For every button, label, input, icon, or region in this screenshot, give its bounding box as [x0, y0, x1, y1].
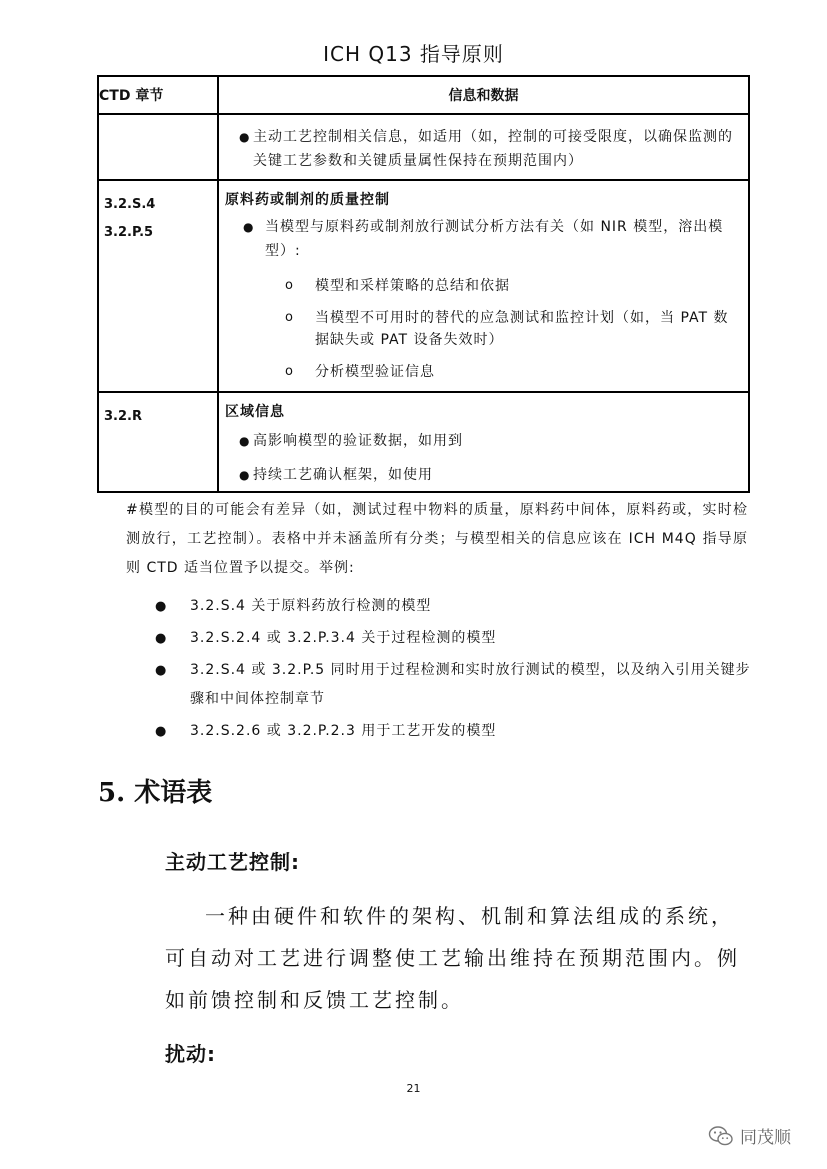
- list-item: [225, 215, 742, 263]
- sub-list-item: [225, 275, 742, 297]
- info-cell: [218, 180, 749, 392]
- table-row: [98, 392, 749, 492]
- circle-marker-icon: o: [285, 310, 294, 325]
- list-item-text: 持续工艺确认框架，如使用: [253, 467, 433, 483]
- list-item-text: 当模型与原料药或制剂放行测试分析方法有关（如 NIR 模型，溶出模型）:: [265, 219, 724, 259]
- glossary-term: 扰动:: [165, 1042, 216, 1066]
- watermark: [708, 1123, 791, 1148]
- list-item: [155, 624, 755, 653]
- bullet-icon: ●: [155, 631, 168, 646]
- bullet-icon: ●: [239, 130, 251, 144]
- section-heading: 5. 术语表: [98, 778, 213, 808]
- bullet-icon: ●: [155, 724, 168, 739]
- section-cell-empty: [98, 114, 218, 180]
- list-item: [155, 592, 755, 621]
- sub-list-item-text: 分析模型验证信息: [315, 364, 435, 380]
- section-cell: [98, 392, 218, 492]
- row-heading: 区域信息: [225, 404, 285, 420]
- glossary-term: 主动工艺控制:: [165, 850, 300, 874]
- page-number: 21: [406, 1082, 421, 1095]
- list-item-text: 3.2.S.2.6 或 3.2.P.2.3 用于工艺开发的模型: [190, 723, 497, 739]
- info-cell: [218, 114, 749, 180]
- list-item: [225, 429, 742, 453]
- section-code: 3.2.S.4: [104, 197, 156, 212]
- example-list: [155, 592, 755, 749]
- sub-list-item-text: 模型和采样策略的总结和依据: [315, 278, 510, 294]
- table-footnote: #模型的目的可能会有差异（如，测试过程中物料的质量，原料药中间体，原料药或，实时检测放行，工艺控制）。表格中并未涵盖所有分类；与模型相关的信息应该在 ICH M4Q 指导原则 CTD 适当位置予以提交。举例:: [126, 502, 748, 576]
- bullet-icon: ●: [239, 468, 251, 482]
- row-heading: 原料药或制剂的质量控制: [225, 192, 390, 208]
- list-item: [225, 125, 742, 173]
- sub-list-item: [225, 307, 742, 351]
- bullet-icon: ●: [243, 220, 255, 234]
- header-ctd-section: CTD 章节: [98, 76, 218, 114]
- list-item: [155, 656, 755, 714]
- section-cell: [98, 180, 218, 392]
- glossary-definition: 一种由硬件和软件的架构、机制和算法组成的系统，可自动对工艺进行调整使工艺输出维持在预期范围内。例如前馈控制和反馈工艺控制。: [165, 904, 740, 1012]
- list-item-text: 主动工艺控制相关信息，如适用（如，控制的可接受限度，以确保监测的关键工艺参数和关键质量属性保持在预期范围内）: [253, 129, 733, 169]
- sub-list-item-text: 当模型不可用时的替代的应急测试和监控计划（如，当 PAT 数据缺失或 PAT 设备失效时）: [315, 310, 729, 348]
- list-item-text: 3.2.S.2.4 或 3.2.P.3.4 关于过程检测的模型: [190, 630, 497, 646]
- sub-list-item: [225, 361, 742, 383]
- info-cell: [218, 392, 749, 492]
- bullet-icon: ●: [239, 434, 251, 448]
- table-row: [98, 180, 749, 392]
- header-info-data: 信息和数据: [218, 76, 749, 114]
- circle-marker-icon: o: [285, 364, 294, 379]
- list-item-text: 3.2.S.4 关于原料药放行检测的模型: [190, 598, 432, 614]
- table-row: [98, 114, 749, 180]
- ctd-table: [97, 75, 750, 493]
- bullet-icon: ●: [155, 599, 168, 614]
- list-item: [225, 463, 742, 487]
- list-item-text: 3.2.S.4 或 3.2.P.5 同时用于过程检测和实时放行测试的模型，以及纳入引用关键步骤和中间体控制章节: [190, 662, 751, 707]
- section-code: 3.2.R: [104, 409, 142, 424]
- list-item: [155, 717, 755, 746]
- list-item-text: 高影响模型的验证数据，如用到: [253, 433, 463, 449]
- watermark-text: 同茂顺: [740, 1128, 791, 1148]
- table-header-row: [98, 76, 749, 114]
- bullet-icon: ●: [155, 663, 168, 678]
- wechat-icon: [708, 1125, 734, 1147]
- document-title: ICH Q13 指导原则: [323, 42, 504, 66]
- circle-marker-icon: o: [285, 278, 294, 293]
- section-code: 3.2.P.5: [104, 225, 154, 240]
